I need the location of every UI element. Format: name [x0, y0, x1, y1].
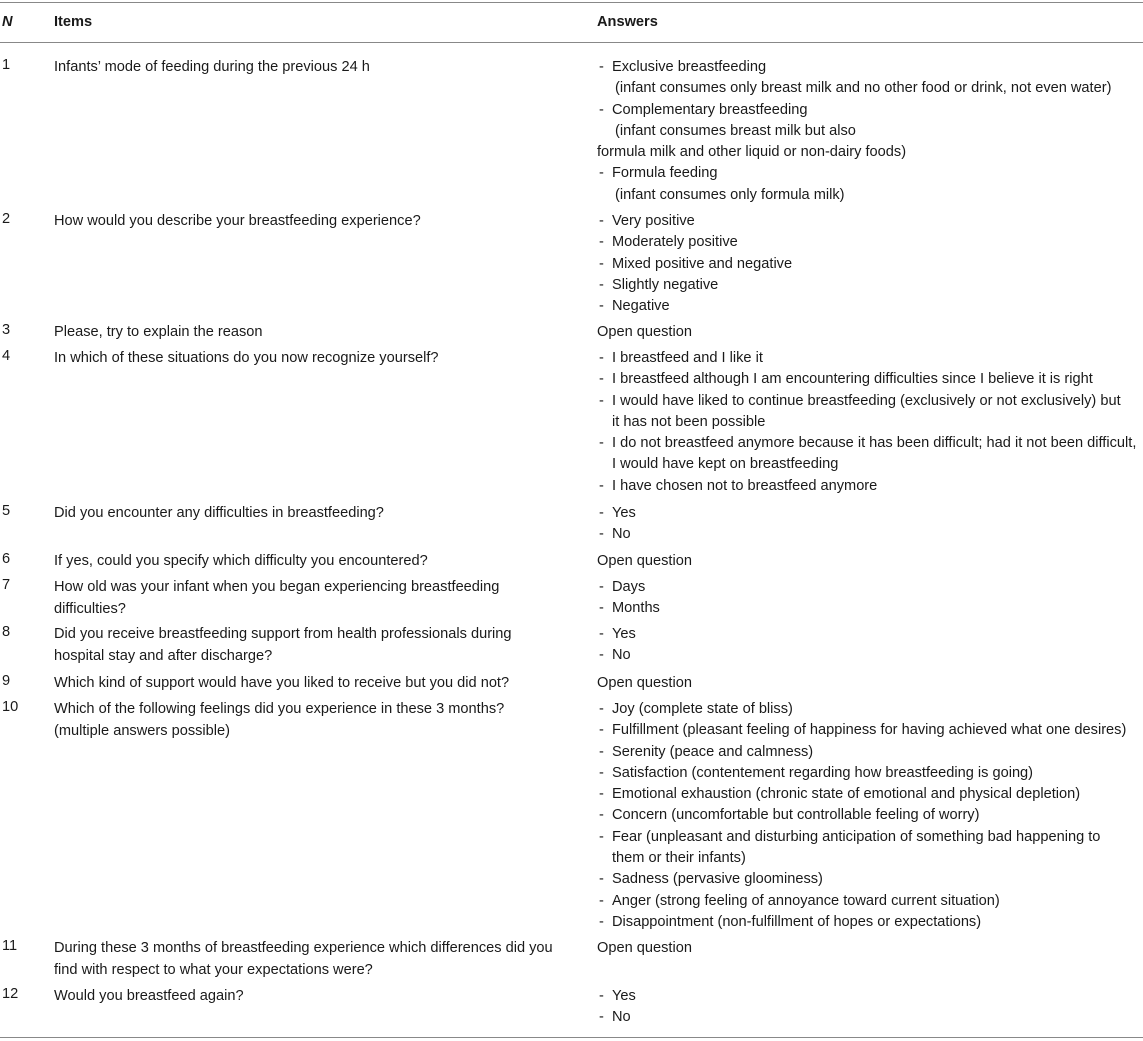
- row-item: Which kind of support would have you liked to receive but you did not?: [54, 675, 510, 691]
- row-item: Infants’ mode of feeding during the previous 24 h: [54, 59, 370, 75]
- row-item: If yes, could you specify which difficulty you encountered?: [54, 553, 428, 569]
- answer-option: - Negative: [597, 296, 1143, 317]
- answer-option: - Satisfaction (contentement regarding how breastfeeding is going): [597, 763, 1143, 784]
- answer-option: - Yes: [597, 624, 1143, 645]
- answer-option: - Formula feeding: [597, 163, 1143, 184]
- answer-text: (infant consumes breast milk but also: [615, 122, 856, 139]
- row-item: During these 3 months of breastfeeding experience which differences did you find with respect to what your expectations were?: [54, 940, 553, 978]
- answer-text: (infant consumes only breast milk and no other food or drink, not even water): [615, 80, 1112, 97]
- row-answers: [597, 503, 1143, 546]
- table-header-rule: [0, 42, 1143, 43]
- answer-option: - Exclusive breastfeeding: [597, 57, 1143, 78]
- answer-option: - Days: [597, 577, 1143, 598]
- row-number: 9: [2, 673, 11, 689]
- answer-text: Open question: [597, 553, 692, 569]
- answer-option: - I have chosen not to breastfeed anymore: [597, 476, 1143, 497]
- row-number: 2: [2, 211, 11, 227]
- header-answers: Answers: [597, 14, 658, 30]
- answer-text: it has not been possible: [612, 413, 766, 430]
- answer-text: Open question: [597, 675, 692, 691]
- row-number: 3: [2, 322, 11, 338]
- row-answers: [597, 938, 1143, 959]
- answer-option: - Fulfillment (pleasant feeling of happiness for having achieved what one desires): [597, 720, 1143, 741]
- table-top-rule: [0, 2, 1143, 3]
- answer-option: - Complementary breastfeeding: [597, 100, 1143, 121]
- row-number: 7: [2, 577, 11, 593]
- row-item: Which of the following feelings did you experience in these 3 months? (multiple answers possible): [54, 701, 505, 739]
- answer-text: Open question: [597, 940, 692, 956]
- row-item: How would you describe your breastfeeding experience?: [54, 213, 421, 229]
- row-item: In which of these situations do you now recognize yourself?: [54, 350, 439, 366]
- header-items: Items: [54, 14, 93, 30]
- row-answers: [597, 551, 1143, 572]
- row-number: 12: [2, 986, 19, 1002]
- row-answers: [597, 322, 1143, 343]
- answer-option: - Very positive: [597, 211, 1143, 232]
- answer-option: - Joy (complete state of bliss): [597, 699, 1143, 720]
- row-answers: [597, 624, 1143, 667]
- row-answers: [597, 673, 1143, 694]
- row-answers: [597, 211, 1143, 317]
- answer-text: I would have kept on breastfeeding: [612, 456, 839, 473]
- answer-text: Open question: [597, 324, 692, 340]
- row-number: 6: [2, 551, 11, 567]
- answer-option: - Moderately positive: [597, 232, 1143, 253]
- answer-option: - Yes: [597, 986, 1143, 1007]
- answer-option: - Emotional exhaustion (chronic state of emotional and physical depletion): [597, 784, 1143, 805]
- row-item: Please, try to explain the reason: [54, 324, 263, 340]
- row-item: Did you receive breastfeeding support from health professionals during hospital stay and after discharge?: [54, 626, 512, 664]
- answer-option: - Slightly negative: [597, 275, 1143, 296]
- answer-option: - No: [597, 1007, 1143, 1028]
- answer-option: - I would have liked to continue breastfeeding (exclusively or not exclusively) but: [597, 391, 1143, 412]
- row-item: Did you encounter any difficulties in breastfeeding?: [54, 505, 384, 521]
- row-answers: [597, 699, 1143, 933]
- answer-option: - Yes: [597, 503, 1143, 524]
- row-number: 10: [2, 699, 19, 715]
- answer-option: - I breastfeed although I am encountering difficulties since I believe it is right: [597, 369, 1143, 390]
- row-answers: [597, 577, 1143, 620]
- row-item: How old was your infant when you began experiencing breastfeeding difficulties?: [54, 579, 500, 617]
- row-number: 1: [2, 57, 11, 73]
- answer-option: - Fear (unpleasant and disturbing anticipation of something bad happening to: [597, 827, 1143, 848]
- answer-option: - Anger (strong feeling of annoyance toward current situation): [597, 891, 1143, 912]
- row-number: 8: [2, 624, 11, 640]
- answer-option: - Disappointment (non-fulfillment of hopes or expectations): [597, 912, 1143, 933]
- answer-option: - I do not breastfeed anymore because it has been difficult; had it not been difficult,: [597, 433, 1143, 454]
- answer-option: - Serenity (peace and calmness): [597, 742, 1143, 763]
- answer-option: - Months: [597, 598, 1143, 619]
- answer-text: formula milk and other liquid or non-dairy foods): [597, 144, 907, 161]
- table-bottom-rule: [0, 1037, 1143, 1038]
- answer-option: - Mixed positive and negative: [597, 254, 1143, 275]
- row-answers: [597, 348, 1143, 497]
- row-number: 4: [2, 348, 11, 364]
- answer-text: (infant consumes only formula milk): [615, 186, 845, 203]
- answer-option: - I breastfeed and I like it: [597, 348, 1143, 369]
- row-answers: [597, 986, 1143, 1029]
- row-answers: [597, 57, 1143, 206]
- answer-option: - Sadness (pervasive gloominess): [597, 869, 1143, 890]
- row-number: 11: [2, 938, 18, 954]
- answer-option: - No: [597, 645, 1143, 666]
- answer-option: - No: [597, 524, 1143, 545]
- answer-option: - Concern (uncomfortable but controllable feeling of worry): [597, 805, 1143, 826]
- row-number: 5: [2, 503, 11, 519]
- answer-text: them or their infants): [612, 850, 746, 867]
- row-item: Would you breastfeed again?: [54, 988, 244, 1004]
- header-n: N: [2, 14, 13, 30]
